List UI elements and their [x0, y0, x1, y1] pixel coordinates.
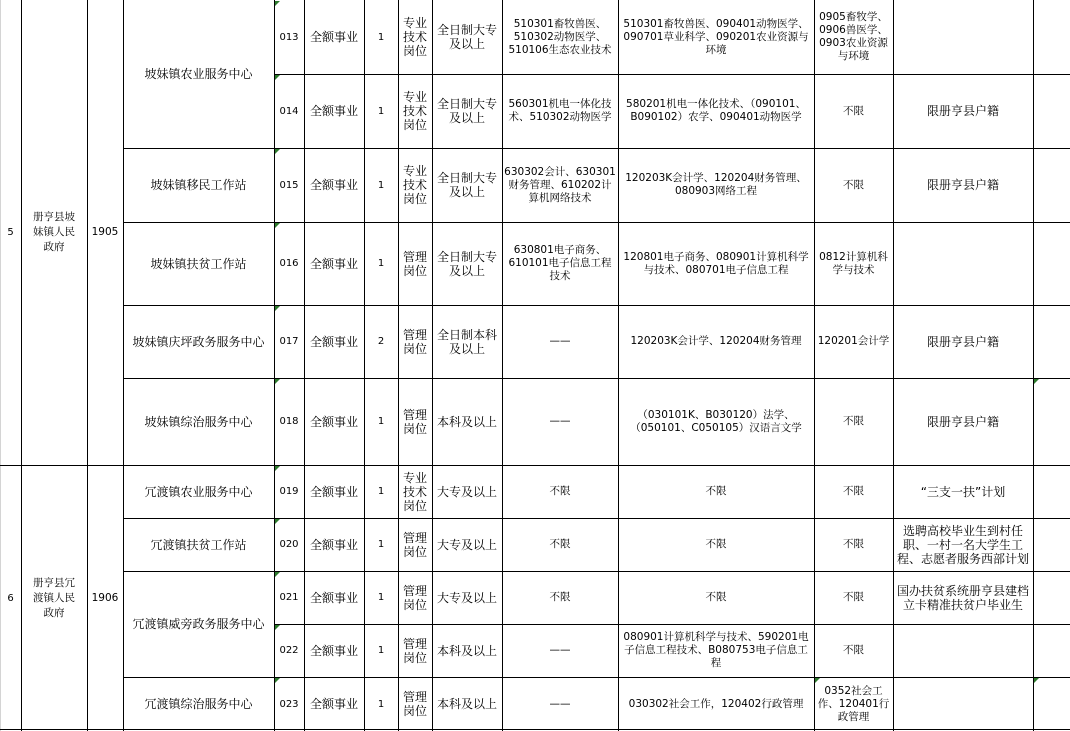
- count-cell[interactable]: 1: [377, 416, 385, 427]
- dept-code-cell[interactable]: 1905: [91, 226, 119, 238]
- funding-cell[interactable]: 全额事业: [309, 334, 358, 349]
- post-type-cell[interactable]: 专业技术岗位: [402, 164, 427, 206]
- post-type-cell[interactable]: 管理岗位: [402, 636, 427, 665]
- code-cell[interactable]: 015: [279, 179, 299, 191]
- count-cell[interactable]: 1: [377, 698, 385, 710]
- major-college-cell[interactable]: 不限: [549, 591, 571, 603]
- count-cell[interactable]: 1: [377, 645, 385, 656]
- major-grad-cell[interactable]: 0812计算机科学与技术: [819, 250, 888, 276]
- major-bachelor-cell[interactable]: 580201机电一体化技术、（090101、B090102）农学、090401动物医学: [626, 98, 806, 123]
- unit-name-cell[interactable]: 坡妹镇移民工作站: [150, 178, 247, 192]
- other-cell[interactable]: 限册亨县户籍: [926, 178, 999, 192]
- other-cell[interactable]: [893, 0, 1033, 74]
- major-bachelor-cell[interactable]: 080901计算机科学与技术、590201电子信息工程技术、B080753电子信息工程: [623, 631, 809, 669]
- major-bachelor-cell[interactable]: 不限: [705, 538, 727, 550]
- seq-cell[interactable]: 5: [7, 227, 14, 238]
- major-bachelor-cell[interactable]: （030101K、B030120）法学、（050101、C050105）汉语言文学: [630, 408, 802, 434]
- major-grad-cell[interactable]: 120201会计学: [817, 335, 890, 347]
- major-bachelor-cell[interactable]: 120203K会计学、120204财务管理: [630, 335, 802, 347]
- other-cell[interactable]: 国办扶贫系统册亨县建档立卡精准扶贫户毕业生: [896, 583, 1029, 612]
- funding-cell[interactable]: 全额事业: [309, 484, 358, 499]
- count-cell[interactable]: 1: [377, 592, 385, 603]
- code-cell[interactable]: 021: [279, 592, 299, 603]
- funding-cell[interactable]: 全额事业: [309, 414, 358, 429]
- empty-cell[interactable]: [1033, 148, 1070, 222]
- grid-line: [123, 378, 1070, 379]
- funding-cell[interactable]: 全额事业: [309, 643, 358, 658]
- empty-cell[interactable]: [1033, 518, 1070, 571]
- comment-marker-icon: [275, 149, 280, 154]
- count-cell[interactable]: 1: [377, 105, 385, 117]
- funding-cell[interactable]: 全额事业: [309, 104, 358, 118]
- count-cell[interactable]: 1: [377, 31, 385, 43]
- funding-cell[interactable]: 全额事业: [309, 537, 358, 552]
- major-bachelor-cell[interactable]: 120801电子商务、080901计算机科学与技术、080701电子信息工程: [623, 250, 809, 276]
- post-type-cell[interactable]: 管理岗位: [402, 327, 427, 356]
- code-cell[interactable]: 017: [279, 336, 299, 347]
- grid-line: [398, 0, 399, 731]
- unit-name-cell[interactable]: 冗渡镇扶贫工作站: [150, 537, 247, 552]
- comment-marker-icon: [275, 223, 280, 228]
- comment-marker-icon: [1034, 678, 1039, 683]
- comment-marker-icon: [275, 379, 280, 384]
- education-cell[interactable]: 大专及以上: [436, 537, 497, 552]
- major-bachelor-cell[interactable]: 510301畜牧兽医、090401动物医学、090701草业科学、090201农业资源与环境: [623, 17, 809, 56]
- other-cell[interactable]: [893, 222, 1033, 305]
- grid-line: [502, 0, 503, 731]
- unit-name-cell[interactable]: 坡妹镇综治服务中心: [144, 414, 253, 429]
- major-grad-cell[interactable]: 不限: [843, 538, 864, 550]
- comment-marker-icon: [275, 625, 280, 630]
- unit-name-cell[interactable]: 冗渡镇农业服务中心: [144, 484, 253, 499]
- major-grad-cell[interactable]: 不限: [843, 644, 864, 656]
- major-college-cell[interactable]: ——: [549, 644, 571, 656]
- empty-cell[interactable]: [1033, 465, 1070, 518]
- count-cell[interactable]: 2: [377, 336, 385, 347]
- education-cell[interactable]: 大专及以上: [436, 590, 497, 605]
- comment-marker-icon: [275, 466, 280, 471]
- grid-line: [87, 0, 88, 731]
- code-cell[interactable]: 019: [279, 486, 299, 497]
- dept-code-cell[interactable]: 1906: [91, 591, 119, 604]
- code-cell[interactable]: 022: [279, 645, 299, 656]
- count-cell[interactable]: 1: [377, 179, 385, 191]
- department-cell[interactable]: 册亨县坡妹镇人民政府: [33, 211, 75, 253]
- funding-cell[interactable]: 全额事业: [309, 697, 358, 711]
- comment-marker-icon: [275, 75, 280, 80]
- funding-cell[interactable]: 全额事业: [309, 590, 358, 605]
- empty-cell[interactable]: [1033, 677, 1070, 731]
- education-cell[interactable]: 全日制大专及以上: [436, 23, 497, 51]
- comment-marker-icon: [815, 678, 820, 683]
- education-cell[interactable]: 全日制大专及以上: [436, 97, 497, 125]
- unit-name-cell[interactable]: 坡妹镇扶贫工作站: [150, 256, 247, 271]
- education-cell[interactable]: 本科及以上: [436, 643, 497, 658]
- grid-line: [0, 465, 1070, 466]
- post-type-cell[interactable]: 管理岗位: [402, 249, 427, 278]
- department-cell[interactable]: 册亨县冗渡镇人民政府: [33, 576, 75, 619]
- unit-name-cell[interactable]: 坡妹镇庆坪政务服务中心: [132, 334, 265, 349]
- grid-line: [618, 0, 619, 731]
- major-grad-cell[interactable]: 0352社会工作、120401行政管理: [817, 684, 890, 723]
- major-grad-cell[interactable]: 不限: [843, 415, 864, 427]
- major-college-cell[interactable]: 不限: [549, 485, 571, 497]
- grid-line: [364, 0, 365, 731]
- post-type-cell[interactable]: 专业技术岗位: [402, 16, 427, 58]
- empty-cell[interactable]: [1033, 222, 1070, 305]
- post-type-cell[interactable]: 管理岗位: [402, 530, 427, 559]
- other-cell[interactable]: 限册亨县户籍: [926, 334, 999, 349]
- education-cell[interactable]: 本科及以上: [436, 697, 497, 711]
- major-grad-cell[interactable]: 不限: [843, 485, 864, 497]
- grid-line: [123, 148, 1070, 149]
- funding-cell[interactable]: 全额事业: [309, 178, 358, 192]
- major-college-cell[interactable]: 不限: [549, 538, 571, 550]
- other-cell[interactable]: 限册亨县户籍: [926, 414, 999, 429]
- grid-line: [893, 0, 894, 731]
- funding-cell[interactable]: 全额事业: [309, 256, 358, 271]
- other-cell[interactable]: [893, 677, 1033, 731]
- major-college-cell[interactable]: ——: [549, 697, 571, 710]
- major-bachelor-cell[interactable]: 120203K会计学、120204财务管理、080903网络工程: [625, 172, 807, 197]
- major-grad-cell[interactable]: 不限: [843, 178, 864, 191]
- post-type-cell[interactable]: 管理岗位: [402, 690, 427, 718]
- post-type-cell[interactable]: 专业技术岗位: [402, 470, 427, 513]
- major-grad-cell[interactable]: 0905畜牧学、0906兽医学、0903农业资源与环境: [819, 11, 888, 62]
- code-cell[interactable]: 023: [279, 698, 299, 710]
- empty-cell[interactable]: [1033, 571, 1070, 624]
- post-type-cell[interactable]: 管理岗位: [402, 583, 427, 612]
- grid-line: [1033, 0, 1034, 731]
- major-bachelor-cell[interactable]: 不限: [705, 485, 727, 497]
- grid-line: [814, 0, 815, 731]
- grid-line: [123, 677, 1070, 678]
- empty-cell[interactable]: [1033, 305, 1070, 378]
- count-cell[interactable]: 1: [377, 539, 385, 550]
- empty-cell[interactable]: [1033, 378, 1070, 465]
- other-cell[interactable]: [893, 624, 1033, 677]
- grid-line: [274, 0, 275, 731]
- empty-cell[interactable]: [1033, 624, 1070, 677]
- code-cell[interactable]: 018: [279, 416, 299, 427]
- unit-name-cell[interactable]: 冗渡镇综治服务中心: [144, 697, 253, 711]
- education-cell[interactable]: 全日制大专及以上: [436, 171, 497, 199]
- other-cell[interactable]: “三支一扶”计划: [920, 484, 1006, 499]
- post-type-cell[interactable]: 专业技术岗位: [402, 90, 427, 132]
- seq-cell[interactable]: 6: [7, 592, 14, 604]
- grid-line: [123, 571, 1070, 572]
- major-grad-cell[interactable]: 不限: [843, 591, 864, 603]
- unit-name-cell[interactable]: 冗渡镇威旁政务服务中心: [132, 617, 265, 631]
- grid-line: [274, 624, 1070, 625]
- major-college-cell[interactable]: 510301畜牧兽医、510302动物医学、510106生态农业技术: [508, 17, 612, 56]
- comment-marker-icon: [1034, 379, 1039, 384]
- grid-line: [274, 74, 1070, 75]
- major-bachelor-cell[interactable]: 不限: [705, 591, 727, 603]
- code-cell[interactable]: 016: [279, 258, 299, 269]
- major-bachelor-cell[interactable]: 030302社会工作，120402行政管理: [628, 697, 804, 710]
- count-cell[interactable]: 1: [377, 486, 385, 497]
- education-cell[interactable]: 大专及以上: [436, 484, 497, 499]
- empty-cell[interactable]: [1033, 74, 1070, 148]
- count-cell[interactable]: 1: [377, 258, 385, 269]
- grid-line: [123, 222, 1070, 223]
- comment-marker-icon: [275, 678, 280, 683]
- major-grad-cell[interactable]: 不限: [843, 104, 864, 117]
- major-college-cell[interactable]: ——: [549, 415, 571, 427]
- comment-marker-icon: [275, 519, 280, 524]
- code-cell[interactable]: 013: [279, 31, 299, 43]
- major-college-cell[interactable]: 630801电子商务、610101电子信息工程技术: [508, 244, 612, 282]
- comment-marker-icon: [275, 1, 280, 6]
- unit-name-cell[interactable]: 坡妹镇农业服务中心: [144, 67, 253, 81]
- grid-line: [123, 0, 124, 731]
- education-cell[interactable]: 全日制本科及以上: [436, 327, 497, 356]
- funding-cell[interactable]: 全额事业: [309, 30, 358, 44]
- grid-line: [432, 0, 433, 731]
- grid-line: [304, 0, 305, 731]
- education-cell[interactable]: 全日制大专及以上: [436, 249, 497, 278]
- grid-line: [21, 0, 22, 731]
- education-cell[interactable]: 本科及以上: [436, 414, 497, 429]
- comment-marker-icon: [275, 572, 280, 577]
- empty-cell[interactable]: [1033, 0, 1070, 74]
- post-type-cell[interactable]: 管理岗位: [402, 407, 427, 436]
- major-college-cell[interactable]: 630302会计、630301财务管理、610202计算机网络技术: [504, 165, 616, 204]
- grid-line: [0, 0, 1, 731]
- grid-line: [0, 729, 1070, 730]
- code-cell[interactable]: 020: [279, 539, 299, 550]
- comment-marker-icon: [275, 306, 280, 311]
- grid-line: [123, 305, 1070, 306]
- major-college-cell[interactable]: ——: [549, 335, 571, 347]
- grid-line: [123, 518, 1070, 519]
- other-cell[interactable]: 选聘高校毕业生到村任职、一村一名大学生工程、志愿者服务西部计划: [896, 523, 1029, 566]
- other-cell[interactable]: 限册亨县户籍: [926, 104, 999, 118]
- major-college-cell[interactable]: 560301机电一体化技术、510302动物医学: [508, 98, 612, 123]
- code-cell[interactable]: 014: [279, 105, 299, 117]
